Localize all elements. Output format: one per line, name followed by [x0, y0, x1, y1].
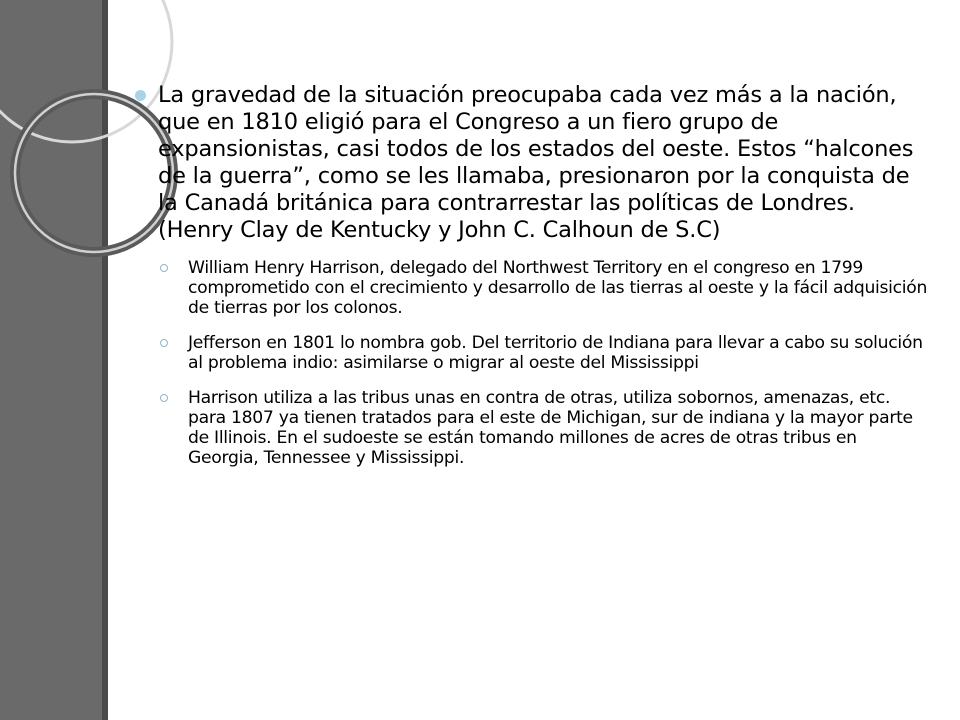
hollow-circle-bullet-icon	[160, 339, 168, 347]
slide-content	[132, 82, 932, 483]
hollow-circle-bullet-icon	[160, 264, 168, 272]
sub-bullet-text: William Henry Harrison, delegado del Northwest Territory en el congreso en 1799 comprometido con el crecimiento y desarrollo de las tierras al oeste y la fácil adquisición de tierras por los colonos.	[188, 258, 928, 318]
filled-circle-bullet-icon	[135, 90, 146, 101]
sub-bullet-text: Jefferson en 1801 lo nombra gob. Del territorio de Indiana para llevar a cabo su solución al problema indio: asimilarse o migrar al oeste del Mississippi	[188, 333, 923, 373]
main-bullet-text: La gravedad de la situación preocupaba cada vez más a la nación, que en 1810 eligió para el Congreso a un fiero grupo de expansionistas, casi todos de los estados del oeste. Estos “halcones de la guerra”, como se les llamaba, presionaron por la conquista de la Canadá británica para contrarrestar las políticas de Londres. (Henry Clay de Kentucky y John C. Calhoun de S.C)	[158, 82, 914, 243]
sub-bullet-2	[132, 333, 932, 373]
sub-bullet-1	[132, 258, 932, 318]
sub-bullet-text: Harrison utiliza a las tribus unas en contra de otras, utiliza sobornos, amenazas, etc. para 1807 ya tienen tratados para el este de Michigan, sur de indiana y la mayor parte de Illinois. En el sudoeste se están tomando millones de acres de otras tribus en Georgia, Tennessee y Mississippi.	[188, 388, 913, 468]
hollow-circle-bullet-icon	[160, 394, 168, 402]
main-bullet	[132, 82, 932, 244]
sub-bullet-3	[132, 388, 932, 468]
